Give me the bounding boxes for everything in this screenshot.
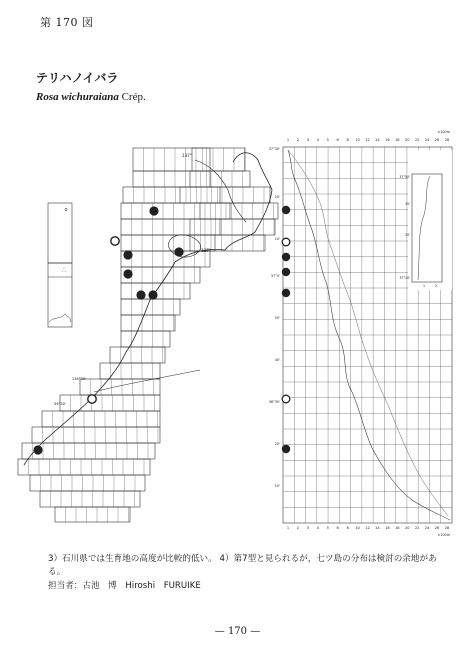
elevation-x-tick-bottom: 4 <box>316 526 319 530</box>
occurrence-dot <box>149 206 158 215</box>
elevation-unit-label: ×100m <box>437 533 450 537</box>
elevation-x-tick-bottom: 6 <box>336 526 339 530</box>
occurrence-ring <box>111 237 119 245</box>
map-lon-label: 137° <box>182 153 192 158</box>
elevation-occurrence-ring <box>282 238 290 246</box>
inset-lat-label: 30' <box>405 202 410 206</box>
map-grid-cell-frame <box>100 363 160 379</box>
inset-lat-label: 20' <box>405 233 410 237</box>
map-grid-noto-cell-frame <box>190 219 275 235</box>
species-author: Crép. <box>121 91 146 103</box>
map-lon-label: 137° <box>201 248 211 253</box>
map-grid-cell-frame <box>121 315 175 331</box>
elevation-x-tick-top: 8 <box>346 138 349 142</box>
elevation-x-tick-top: 3 <box>306 138 310 142</box>
occurrence-ring <box>88 395 96 403</box>
map-grid-cell-frame <box>121 267 200 283</box>
elevation-x-tick-bottom: 16 <box>385 526 390 530</box>
map-grid-cell-frame <box>133 171 210 187</box>
caption <box>48 553 448 579</box>
elevation-x-tick-top: 28 <box>444 138 450 142</box>
inset-mask <box>408 150 452 290</box>
figure-number: 第 170 図 <box>40 16 94 29</box>
map-grid-cell-frame <box>60 395 160 411</box>
elevation-lat-label: 36°30' <box>268 400 280 404</box>
occurrence-dot <box>136 290 145 299</box>
legend-box <box>48 203 72 263</box>
elevation-x-tick-bottom: 5 <box>326 526 329 530</box>
elevation-x-tick-top: 6 <box>336 138 339 142</box>
map-grid-noto-cell-frame <box>190 171 250 187</box>
map-grid-noto-cell-frame <box>180 187 270 203</box>
elevation-x-tick-bottom: 26 <box>434 526 440 530</box>
elevation-x-tick-bottom: 14 <box>375 526 380 530</box>
species-binomial: Rosa wichuraiana <box>36 91 119 103</box>
map-grid-cell-frame <box>133 148 210 171</box>
elevation-x-tick-top: 10 <box>355 138 360 142</box>
latitude-line <box>94 370 200 392</box>
map-lat-label: 136°30' <box>71 377 87 381</box>
coastline <box>24 153 272 465</box>
elevation-x-tick-bottom: 22 <box>414 526 420 530</box>
elevation-x-tick-top: 4 <box>316 138 319 142</box>
map-lat-label: 36°30' <box>54 402 66 406</box>
elevation-occurrence-dot <box>282 268 290 276</box>
map-grid-cell-frame <box>80 379 160 395</box>
occurrence-dot <box>123 269 132 278</box>
occurrence-dot <box>123 250 132 259</box>
species-japanese-name: テリハノイバラ <box>36 71 119 85</box>
elevation-x-tick-bottom: 12 <box>365 526 370 530</box>
occurrence-dot <box>148 290 157 299</box>
page-number: — 170 — <box>214 626 261 637</box>
elevation-x-tick-top: 22 <box>414 138 420 142</box>
elevation-lat-label: 10' <box>274 484 280 488</box>
elevation-x-tick-top: 20 <box>404 138 410 142</box>
map-grid-cell-frame <box>42 411 160 427</box>
elevation-lat-label: 37°0' <box>270 274 280 278</box>
elevation-lat-label: 37°30' <box>268 147 280 151</box>
elevation-x-tick-top: 2 <box>296 138 300 142</box>
elevation-x-tick-bottom: 24 <box>424 526 430 530</box>
map-grid-noto-cell-frame <box>192 148 245 171</box>
elevation-lat-label: 10' <box>274 237 280 241</box>
elevation-lat-label: 20' <box>274 442 280 446</box>
map-grid-cell-frame <box>40 491 140 507</box>
map-grid-cell-frame <box>30 475 145 491</box>
map-grid-cell-frame <box>55 507 130 522</box>
legend-glyph: o <box>64 207 68 213</box>
elevation-occurrence-dot <box>282 289 290 297</box>
legend-dots: ∴ <box>62 267 66 274</box>
elevation-occurrence-dot <box>282 206 290 214</box>
inset-x-tick: 2 <box>434 284 438 288</box>
elevation-x-tick-top: 14 <box>375 138 380 142</box>
elevation-lat-label: 50' <box>274 316 280 320</box>
occurrence-dot <box>33 445 42 454</box>
elevation-x-tick-top: 1 <box>286 138 290 142</box>
elevation-lat-label: 20' <box>274 195 280 199</box>
elevation-x-tick-bottom: 20 <box>404 526 410 530</box>
elevation-x-tick-bottom: 28 <box>444 526 450 530</box>
elevation-lat-label: 40' <box>274 358 280 362</box>
map-grid-cell-frame <box>121 331 170 347</box>
occurrence-dot <box>174 247 183 256</box>
elevation-x-tick-bottom: 10 <box>355 526 360 530</box>
map-grid-cell-frame <box>110 347 165 363</box>
elevation-occurrence-dot <box>282 253 290 261</box>
elevation-unit-label: ×100m <box>437 130 450 134</box>
elevation-x-tick-top: 24 <box>424 138 430 142</box>
legend-squiggle <box>49 314 71 322</box>
elevation-x-tick-bottom: 2 <box>296 526 300 530</box>
elevation-occurrence-ring <box>282 395 290 403</box>
elevation-x-tick-top: 26 <box>434 138 440 142</box>
bay-outline <box>168 235 200 257</box>
elevation-occurrence-dot <box>282 445 290 453</box>
map-grid-cell-frame <box>121 203 230 219</box>
elevation-x-tick-top: 5 <box>326 138 329 142</box>
elevation-x-tick-bottom: 3 <box>306 526 310 530</box>
inset-lat-label: 37°10' <box>399 276 410 280</box>
map-grid-cell-frame <box>121 299 180 315</box>
elevation-x-tick-top: 16 <box>385 138 390 142</box>
inset-lat-label: 37°50' <box>399 175 410 179</box>
elevation-x-tick-bottom: 18 <box>395 526 400 530</box>
elevation-x-tick-top: 18 <box>395 138 400 142</box>
map-grid-noto-cell-frame <box>200 203 278 219</box>
elevation-x-tick-top: 12 <box>365 138 370 142</box>
caption-text: 3）石川県では生育地の高度が比較的低い。 4）第7型と見られるが，七ツ島の分布は検討の余地がある。 <box>48 554 437 577</box>
author-credit: 担当者：古池 博 Hiroshi FURUIKE <box>48 581 201 591</box>
elevation-x-tick-bottom: 8 <box>346 526 349 530</box>
map-grid-cell-frame <box>18 459 150 475</box>
inset-x-tick: 1 <box>422 284 426 288</box>
elevation-x-tick-bottom: 1 <box>286 526 290 530</box>
map-grid-cell-frame <box>123 187 220 203</box>
